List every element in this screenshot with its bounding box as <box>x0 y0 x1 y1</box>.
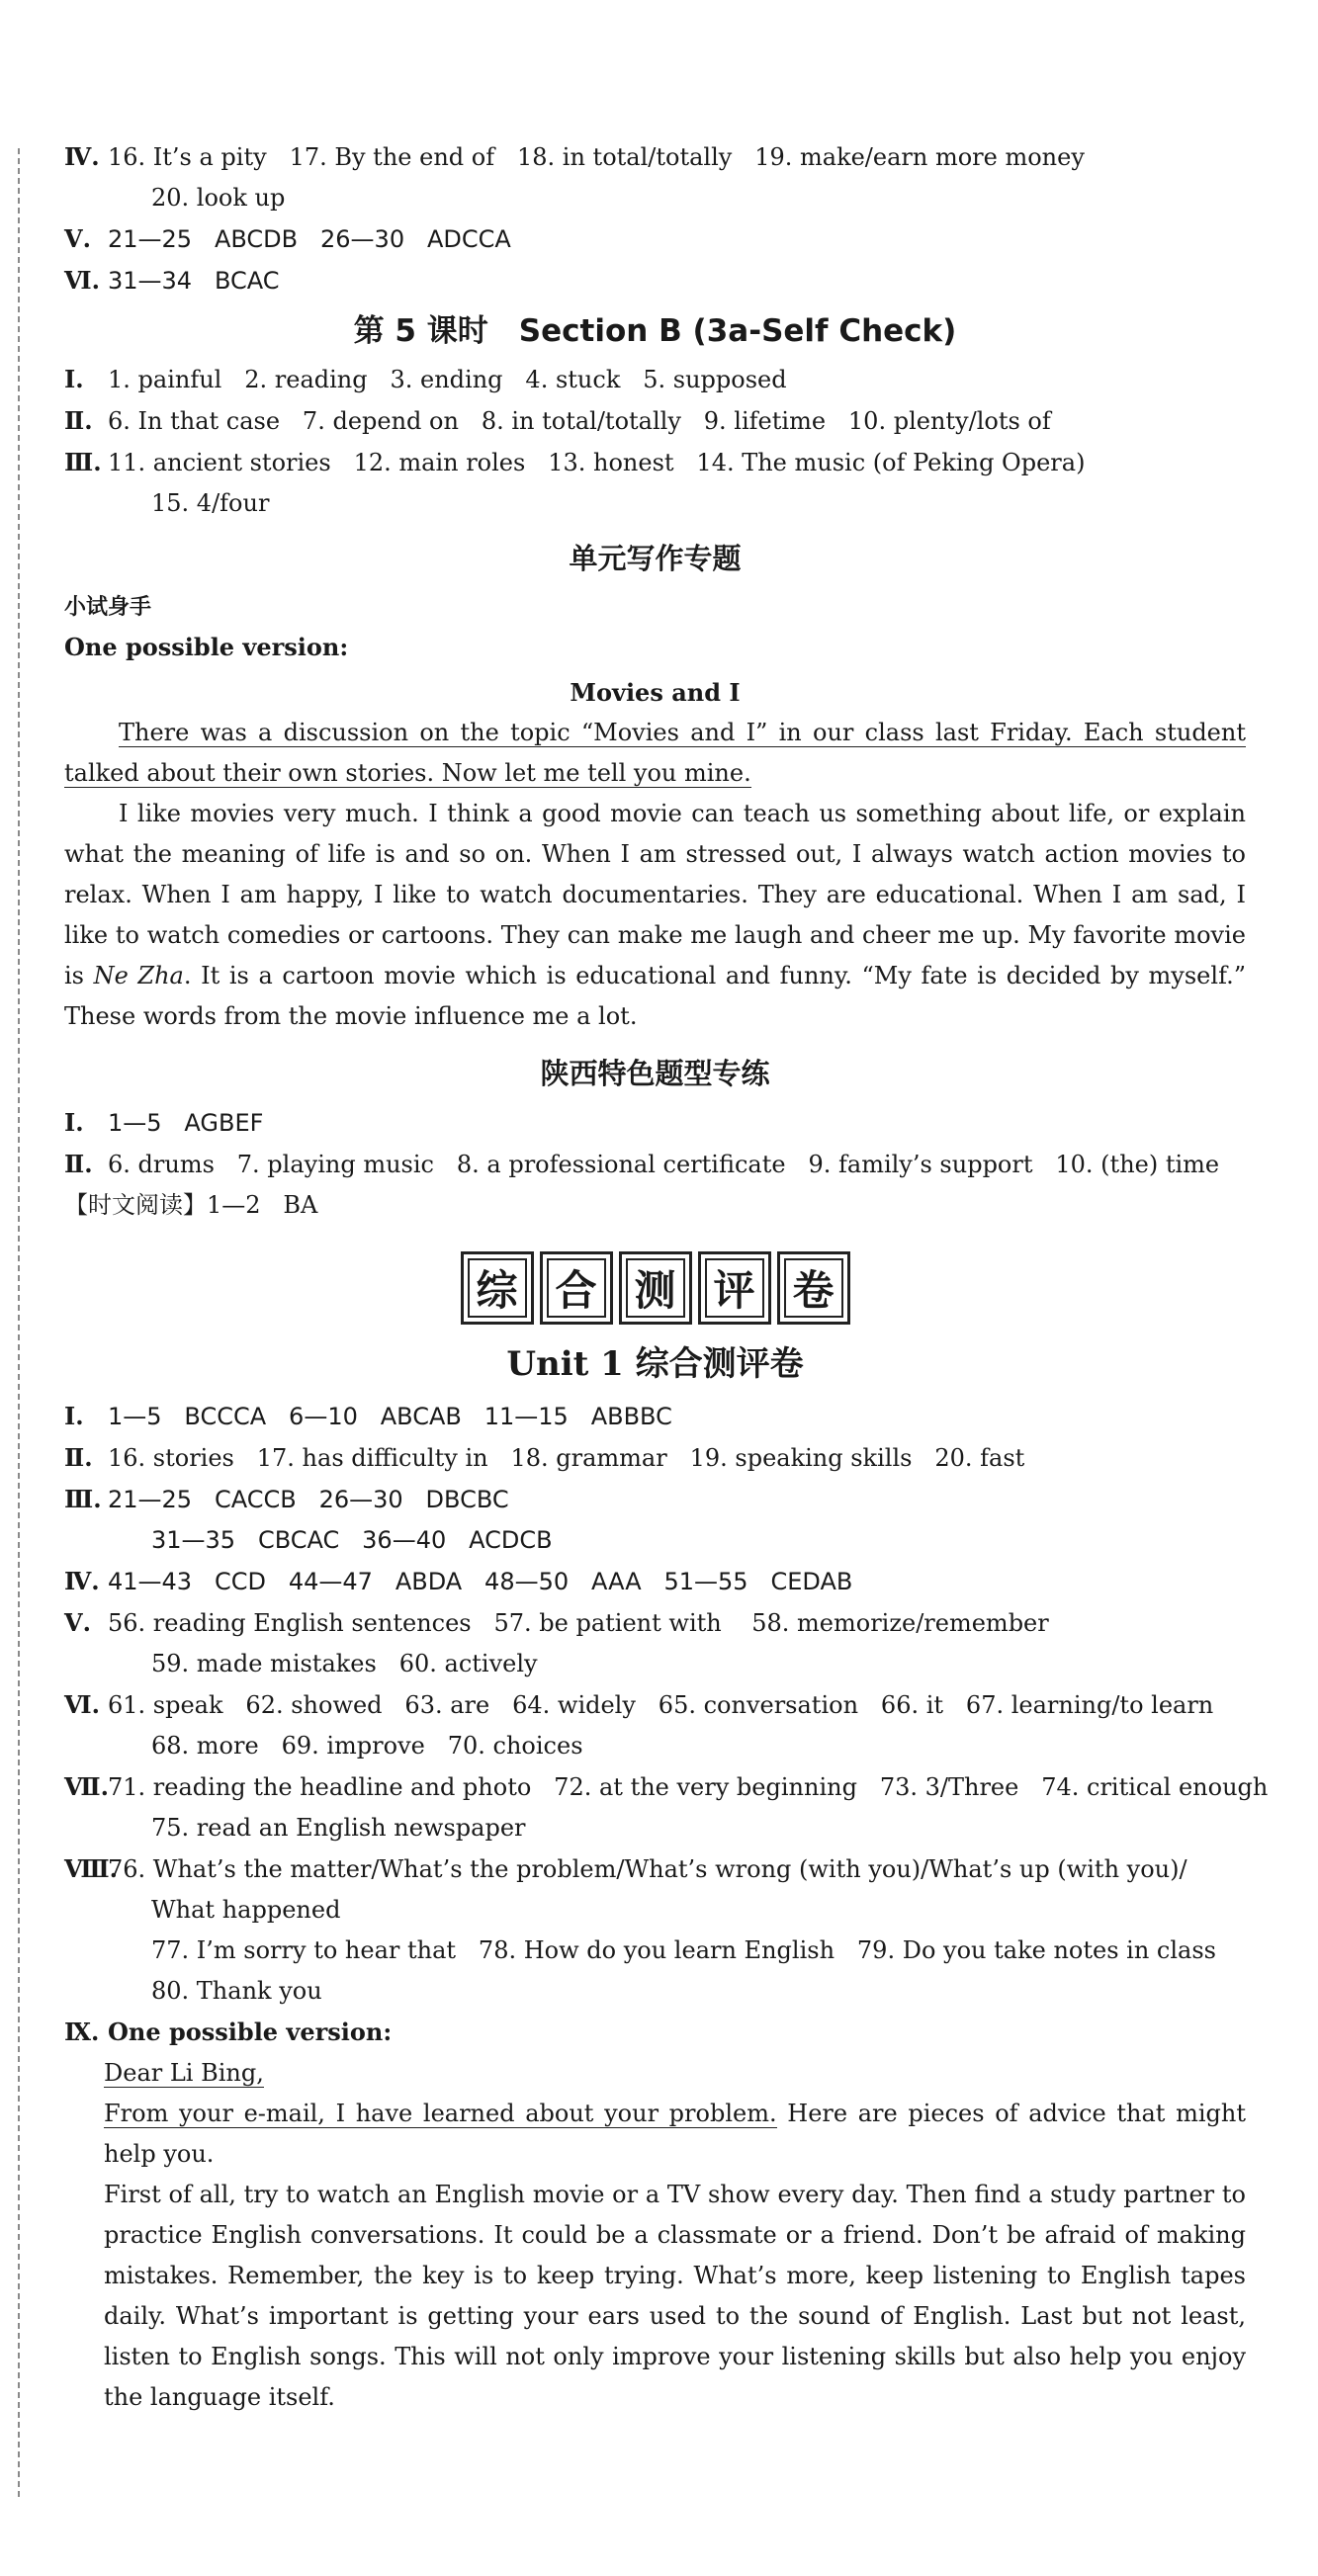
lesson5-i: Ⅰ. 1. painful 2. reading 3. ending 4. stuck 5. supposed <box>64 365 787 393</box>
shaanxi-i: Ⅰ. 1—5 AGBEF <box>64 1108 264 1137</box>
banner-char: 卷 <box>777 1251 850 1325</box>
movie-title: Ne Zha <box>93 962 184 989</box>
writing-title: 单元写作专题 <box>569 542 742 575</box>
prev-iv-cont: 20. look up <box>151 184 286 212</box>
unit1-viii-b: 77. I’m sorry to hear that 78. How do you learn English 79. Do you take notes in class <box>151 1936 1216 1964</box>
unit1-vi-cont: 68. more 69. improve 70. choices <box>151 1732 583 1760</box>
essay-paragraph-2: I like movies very much. I think a good movie can teach us something about life, or explain what the meaning of life is and so on. When I am stressed out, I always watch action movies to relax. When I am happy, I like to watch documentaries. They are educational. When I am sad, I like to watch comedies or cartoons. They can make me laugh and cheer me up. My favorite movie is Ne Zha. It is a cartoon movie which is educational and funny. “My fate is decided by myself.” These words from the movie influence me a lot. <box>64 800 1246 1030</box>
banner-char: 综 <box>461 1251 534 1325</box>
shaanxi-reading: 【时文阅读】1—2 BA <box>64 1191 318 1219</box>
essay-paragraph-1 <box>64 713 1246 794</box>
unit1-iv: Ⅳ. 41—43 CCD 44—47 ABDA 48—50 AAA 51—55 CEDAB <box>64 1567 853 1595</box>
unit1-vi: Ⅵ. 61. speak 62. showed 63. are 64. widely 65. conversation 66. it 67. learning/to learn <box>64 1690 1214 1719</box>
shaanxi-ii: Ⅱ. 6. drums 7. playing music 8. a professional certificate 9. family’s support 10. (the) time <box>64 1150 1220 1178</box>
lesson5-iii: Ⅲ. 11. ancient stories 12. main roles 13. honest 14. The music (of Peking Opera) <box>64 448 1086 476</box>
banner-boxes <box>64 1251 1246 1325</box>
letter-greeting: Dear Li Bing, <box>104 2059 264 2087</box>
lesson5-iii-cont: 15. 4/four <box>151 489 270 517</box>
writing-subtitle: 小试身手 <box>64 594 152 620</box>
unit1-vii-cont: 75. read an English newspaper <box>151 1814 526 1842</box>
unit1-ix: Ⅸ. One possible version: <box>64 2018 393 2046</box>
lesson5-title: 第 5 课时 Section B (3a-Self Check) <box>353 313 957 349</box>
letter-paragraph-1: From your e-mail, I have learned about your problem. Here are pieces of advice that might help you. <box>104 2100 1246 2168</box>
banner-char: 测 <box>619 1251 692 1325</box>
prev-vi: Ⅵ. 31—34 BCAC <box>64 266 280 295</box>
letter-paragraph-2: First of all, try to watch an English movie or a TV show every day. Then find a study partner to practice English conversations. It could be a classmate or a friend. Don’t be afraid of making mistakes. Remember, the key is to keep trying. What’s more, keep listening to English tapes daily. What’s important is getting your ears used to the sound of English. Last but not least, listen to English songs. This will not only improve your listening skills but also help you enjoy the language itself. <box>104 2181 1246 2411</box>
unit1-viii: Ⅷ.76. What’s the matter/What’s the problem/What’s wrong (with you)/What’s up (with you)/ <box>64 1854 1187 1883</box>
writing-version-label: One possible version: <box>64 633 349 661</box>
banner-char: 合 <box>540 1251 613 1325</box>
unit1-viii-c: 80. Thank you <box>151 1977 322 2005</box>
unit1-iii-cont: 31—35 CBCAC 36—40 ACDCB <box>151 1526 553 1554</box>
unit1-ii: Ⅱ. 16. stories 17. has difficulty in 18. grammar 19. speaking skills 20. fast <box>64 1443 1025 1472</box>
banner-char: 评 <box>698 1251 771 1325</box>
essay-title: Movies and I <box>570 678 741 707</box>
prev-v: Ⅴ. 21—25 ABCDB 26—30 ADCCA <box>64 224 511 253</box>
binding-margin-dash <box>18 148 20 2497</box>
prev-iv: Ⅳ. 16. It’s a pity 17. By the end of 18. in total/totally 19. make/earn more money <box>64 142 1085 171</box>
unit1-v-cont: 59. made mistakes 60. actively <box>151 1650 538 1677</box>
unit1-vii: Ⅶ.71. reading the headline and photo 72. at the very beginning 73. 3/Three 74. critical enough <box>64 1772 1269 1801</box>
answer-page <box>64 136 1269 2418</box>
unit1-i: Ⅰ. 1—5 BCCCA 6—10 ABCAB 11—15 ABBBC <box>64 1402 672 1430</box>
essay-paragraph-1-text: There was a discussion on the topic “Movies and I” in our class last Friday. Each student talked about their own stories. Now let me tell you mine. <box>64 719 1246 787</box>
unit1-viii-cont: What happened <box>151 1896 341 1924</box>
unit1-v: Ⅴ. 56. reading English sentences 57. be patient with 58. memorize/remember <box>64 1608 1049 1637</box>
unit1-iii: Ⅲ. 21—25 CACCB 26—30 DBCBC <box>64 1485 509 1513</box>
lesson5-ii: Ⅱ. 6. In that case 7. depend on 8. in total/totally 9. lifetime 10. plenty/lots of <box>64 406 1051 435</box>
unit1-title: Unit 1 综合测评卷 <box>506 1344 804 1384</box>
shaanxi-title: 陕西特色题型专练 <box>540 1057 770 1090</box>
